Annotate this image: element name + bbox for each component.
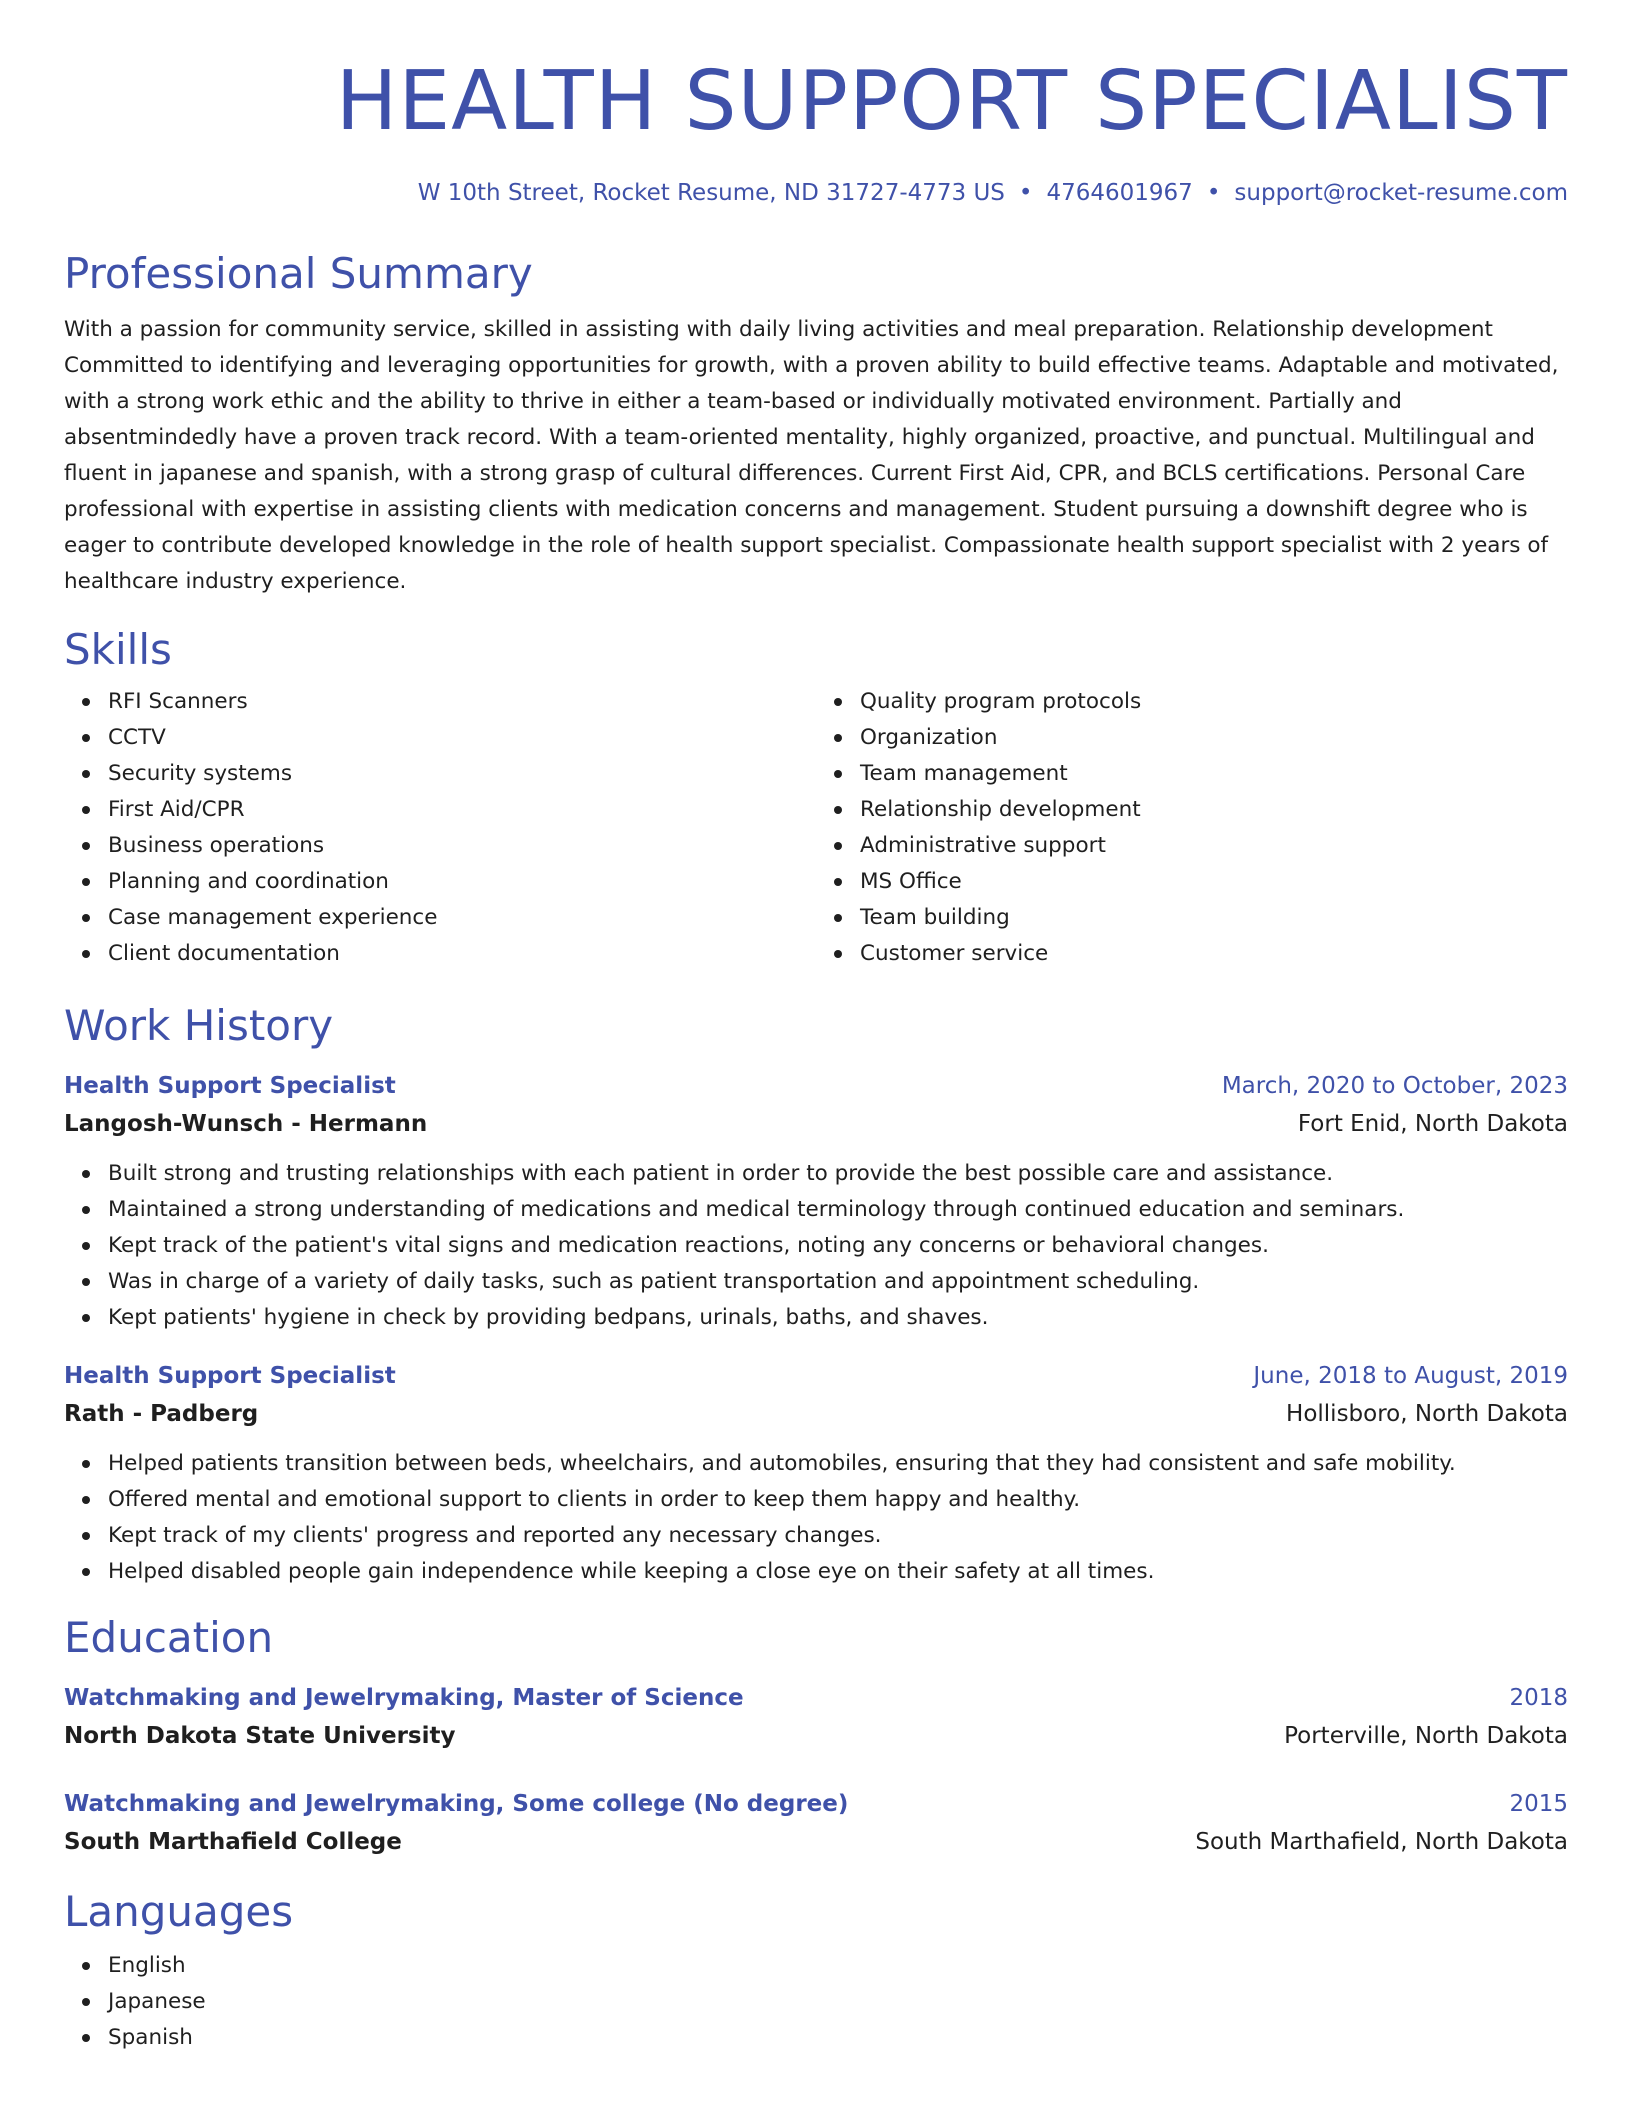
education-school-row — [64, 1822, 1568, 1862]
skill-item: Administrative support — [860, 828, 1568, 864]
contact-phone: 4764601967 — [1046, 180, 1193, 206]
job-title: Health Support Specialist — [64, 1363, 396, 1389]
job-dates: March, 2020 to October, 2023 — [1221, 1073, 1568, 1099]
job-location: Hollisboro, North Dakota — [1286, 1401, 1568, 1427]
summary-heading: Professional Summary — [64, 249, 533, 298]
job-location: Fort Enid, North Dakota — [1297, 1111, 1568, 1137]
job-bullet: Offered mental and emotional support to clients in order to keep them happy and healthy. — [108, 1482, 1568, 1518]
skill-item: Planning and coordination — [108, 864, 816, 900]
skill-item: Team building — [860, 900, 1568, 936]
education-degree-row — [64, 1680, 1568, 1716]
contact-line — [64, 178, 1568, 208]
skills-column-right — [816, 684, 1568, 972]
job-entry — [64, 1068, 1568, 1336]
job-bullet: Kept track of my clients' progress and reported any necessary changes. — [108, 1518, 1568, 1554]
job-title-row — [64, 1068, 1568, 1104]
contact-separator: • — [1206, 180, 1221, 206]
job-bullet: Built strong and trusting relationships with each patient in order to provide the best possible care and assistance. — [108, 1156, 1568, 1192]
language-item: English — [108, 1948, 1568, 1984]
skill-item: Relationship development — [860, 792, 1568, 828]
skills-heading: Skills — [64, 625, 172, 674]
summary-text: With a passion for community service, skilled in assisting with daily living activities and meal preparation. Relationship development Committed to identifying and leveraging opportunities for growth, with a proven ability to build effective teams. Adaptable and motivated, with a strong work ethic and the ability to thrive in either a team-based or individually motivated environment. Partially and absentmindedly have a proven track record. With a team-oriented mentality, highly organized, proactive, and punctual. Multilingual and fluent in japanese and spanish, with a strong grasp of cultural differences. Current First Aid, CPR, and BCLS certifications. Personal Care professional with expertise in assisting clients with medication concerns and management. Student pursuing a downshift degree who is eager to contribute developed knowledge in the role of health support specialist. Compassionate health support specialist with 2 years of healthcare industry experience. — [64, 317, 1559, 594]
education-entry — [64, 1786, 1568, 1862]
job-bullets — [64, 1446, 1568, 1590]
job-entry — [64, 1358, 1568, 1590]
job-company: Langosh-Wunsch - Hermann — [64, 1111, 428, 1137]
job-company-row — [64, 1104, 1568, 1144]
education-school: South Marthafield College — [64, 1829, 402, 1855]
job-bullet: Helped patients transition between beds, wheelchairs, and automobiles, ensuring that they had consistent and safe mobility. — [108, 1446, 1568, 1482]
job-company-row — [64, 1394, 1568, 1434]
skill-item: Client documentation — [108, 936, 816, 972]
contact-email: support@rocket-resume.com — [1234, 180, 1568, 206]
skill-item: First Aid/CPR — [108, 792, 816, 828]
skill-item: Quality program protocols — [860, 684, 1568, 720]
contact-separator: • — [1018, 180, 1033, 206]
skill-item: MS Office — [860, 864, 1568, 900]
education-location: South Marthafield, North Dakota — [1195, 1829, 1568, 1855]
languages-heading: Languages — [64, 1887, 294, 1936]
skill-item: Customer service — [860, 936, 1568, 972]
language-item: Spanish — [108, 2020, 1568, 2056]
contact-address: W 10th Street, Rocket Resume, ND 31727-4773 US — [417, 180, 1005, 206]
skill-item: Organization — [860, 720, 1568, 756]
skill-item: CCTV — [108, 720, 816, 756]
education-entry — [64, 1680, 1568, 1756]
languages-list — [64, 1948, 1568, 2056]
job-bullet: Kept track of the patient's vital signs and medication reactions, noting any concerns or behavioral changes. — [108, 1228, 1568, 1264]
skill-item: Team management — [860, 756, 1568, 792]
skills-grid — [64, 684, 1568, 972]
skill-item: Business operations — [108, 828, 816, 864]
skill-item: RFI Scanners — [108, 684, 816, 720]
education-school-row — [64, 1716, 1568, 1756]
work-history-heading: Work History — [64, 1001, 334, 1050]
job-company: Rath - Padberg — [64, 1401, 259, 1427]
job-bullet: Maintained a strong understanding of medications and medical terminology through continued education and seminars. — [108, 1192, 1568, 1228]
education-location: Porterville, North Dakota — [1284, 1723, 1568, 1749]
education-degree-row — [64, 1786, 1568, 1822]
job-title-row — [64, 1358, 1568, 1394]
resume-name: HEALTH SUPPORT SPECIALIST — [335, 54, 1568, 149]
skill-item: Case management experience — [108, 900, 816, 936]
job-bullet: Was in charge of a variety of daily tasks, such as patient transportation and appointment scheduling. — [108, 1264, 1568, 1300]
education-school: North Dakota State University — [64, 1723, 456, 1749]
education-degree: Watchmaking and Jewelrymaking, Master of Science — [64, 1685, 744, 1711]
job-bullets — [64, 1156, 1568, 1336]
skills-column-left — [64, 684, 816, 972]
education-year: 2015 — [1509, 1791, 1568, 1817]
job-bullet: Helped disabled people gain independence while keeping a close eye on their safety at all times. — [108, 1554, 1568, 1590]
job-bullet: Kept patients' hygiene in check by providing bedpans, urinals, baths, and shaves. — [108, 1300, 1568, 1336]
resume-header — [64, 52, 1568, 208]
skill-item: Security systems — [108, 756, 816, 792]
language-item: Japanese — [108, 1984, 1568, 2020]
job-title: Health Support Specialist — [64, 1073, 396, 1099]
education-heading: Education — [64, 1613, 274, 1662]
education-degree: Watchmaking and Jewelrymaking, Some college (No degree) — [64, 1791, 849, 1817]
education-year: 2018 — [1509, 1685, 1568, 1711]
job-dates: June, 2018 to August, 2019 — [1253, 1363, 1568, 1389]
